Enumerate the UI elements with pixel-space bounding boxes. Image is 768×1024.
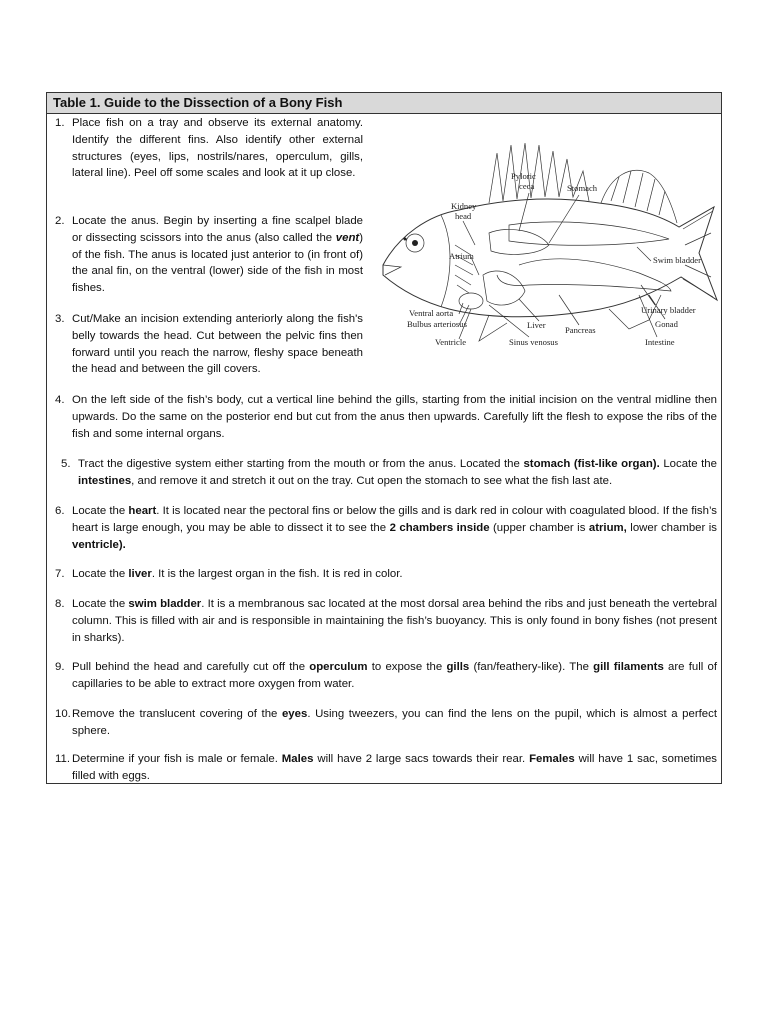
label-sinus-venosus: Sinus venosus bbox=[509, 337, 558, 347]
dorsal-fin-rays bbox=[611, 171, 665, 215]
step-text: Pull behind the head and carefully cut off the operculum to expose the gills (fan/feathery-like). The gill filaments are full of capillaries to be able to extract more oxygen from water. bbox=[72, 661, 717, 690]
step-9 bbox=[55, 659, 717, 693]
step-number: 7. bbox=[55, 568, 65, 580]
step-4 bbox=[55, 392, 717, 442]
step-2 bbox=[55, 213, 363, 297]
step-text: Locate the anus. Begin by inserting a fine scalpel blade or dissecting scissors into the anus (also called the vent) of the fish. The anus is located just anterior to (in front of) the anal fin, on the ventral (lower) side of the fish in most fishes. bbox=[72, 215, 363, 295]
step-number: 6. bbox=[55, 505, 65, 517]
label-pancreas: Pancreas bbox=[565, 325, 596, 335]
label-pyloric: Pyloric bbox=[511, 171, 536, 181]
stomach-shape bbox=[489, 229, 549, 254]
step-text: Place fish on a tray and observe its external anatomy. Identify the different fins. Also identify other external structures (eyes, lips, nostrils/nares, operculum, gills, lateral line). Peel off some scales and look at it up close. bbox=[72, 117, 363, 180]
step-text: Cut/Make an incision extending anteriorly along the fish's belly towards the head. Cut between the pelvic fins then forward until you reach the narrow, fleshy space beneath the head and between the gill covers. bbox=[72, 313, 363, 376]
nostril-icon bbox=[404, 238, 407, 241]
step-text: On the left side of the fish’s body, cut a vertical line behind the gills, starting from the initial incision on the ventral midline then upwards. Do the same on the posterior end but cut from the anus then upwards. Carefully lift the flesh to expose the ribs of the fish and some internal organs. bbox=[72, 394, 717, 440]
step-8 bbox=[55, 596, 717, 646]
step-number: 5. bbox=[61, 458, 71, 470]
step-6 bbox=[55, 503, 717, 553]
label-ventral-aorta: Ventral aorta bbox=[409, 308, 454, 318]
pupil-icon bbox=[412, 240, 418, 246]
label-ceca: ceca bbox=[519, 181, 535, 191]
step-7 bbox=[55, 566, 717, 583]
label-swim-bladder: Swim bladder bbox=[653, 255, 701, 265]
step-1 bbox=[55, 115, 363, 182]
step-number: 1. bbox=[55, 117, 65, 129]
label-intestine: Intestine bbox=[645, 337, 675, 347]
label-liver: Liver bbox=[527, 320, 546, 330]
label-ventricle: Ventricle bbox=[435, 337, 467, 347]
step-number: 11. bbox=[55, 753, 70, 765]
fish-anatomy-figure bbox=[379, 115, 719, 355]
label-head: head bbox=[455, 211, 472, 221]
dorsal-fin-spiny bbox=[489, 143, 589, 203]
table-title: Table 1. Guide to the Dissection of a Bony Fish bbox=[47, 93, 721, 114]
label-gonad: Gonad bbox=[655, 319, 678, 329]
step-number: 4. bbox=[55, 394, 65, 406]
step-11 bbox=[55, 751, 717, 785]
dissection-guide-table bbox=[46, 92, 722, 784]
pelvic-fin-outline bbox=[479, 315, 507, 341]
label-stomach: Stomach bbox=[567, 183, 598, 193]
step-10 bbox=[55, 706, 717, 740]
step-3 bbox=[55, 311, 363, 378]
label-urinary-bladder: Urinary bladder bbox=[641, 305, 696, 315]
label-atrium: Atrium bbox=[449, 251, 474, 261]
step-number: 9. bbox=[55, 661, 65, 673]
step-text: Locate the heart. It is located near the pectoral fins or below the gills and is dark red in colour with coagulated blood. If the fish’s heart is large enough, you may be able to dissect it to see the 2 chambers inside (upper chamber is atrium, lower chamber is ventricle). bbox=[72, 505, 717, 551]
label-leader-lines bbox=[459, 193, 665, 339]
step-number: 10. bbox=[55, 708, 71, 720]
step-text: Locate the swim bladder. It is a membranous sac located at the most dorsal area behind the ribs and just beneath the vertebral column. This is filled with air and is responsible in maintaining the fish’s buoyancy. This is only found in bony fishes (not present in sharks). bbox=[72, 598, 717, 644]
step-number: 3. bbox=[55, 313, 65, 325]
operculum-outline bbox=[441, 215, 450, 307]
fish-anatomy-diagram bbox=[379, 115, 719, 355]
liver-shape bbox=[483, 271, 525, 305]
step-text: Remove the translucent covering of the eyes. Using tweezers, you can find the lens on the pupil, which is almost a perfect sphere. bbox=[72, 708, 717, 737]
step-text: Locate the liver. It is the largest organ in the fish. It is red in color. bbox=[72, 568, 403, 580]
step-number: 2. bbox=[55, 215, 65, 227]
label-kidney: Kidney bbox=[451, 201, 477, 211]
label-bulbus: Bulbus arteriosus bbox=[407, 319, 467, 329]
step-text: Tract the digestive system either starting from the mouth or from the anus. Located the stomach (fist-like organ). Locate the intestines, and remove it and stretch it out on the tray. Cut open the stomach to see what the fish last ate. bbox=[78, 458, 717, 487]
step-number: 8. bbox=[55, 598, 65, 610]
mouth-outline bbox=[383, 265, 401, 275]
step-text: Determine if your fish is male or female. Males will have 2 large sacs towards their rear. Females will have 1 sac, sometimes filled with eggs. bbox=[72, 753, 718, 782]
heart-shape bbox=[459, 293, 483, 309]
step-5 bbox=[61, 456, 717, 490]
